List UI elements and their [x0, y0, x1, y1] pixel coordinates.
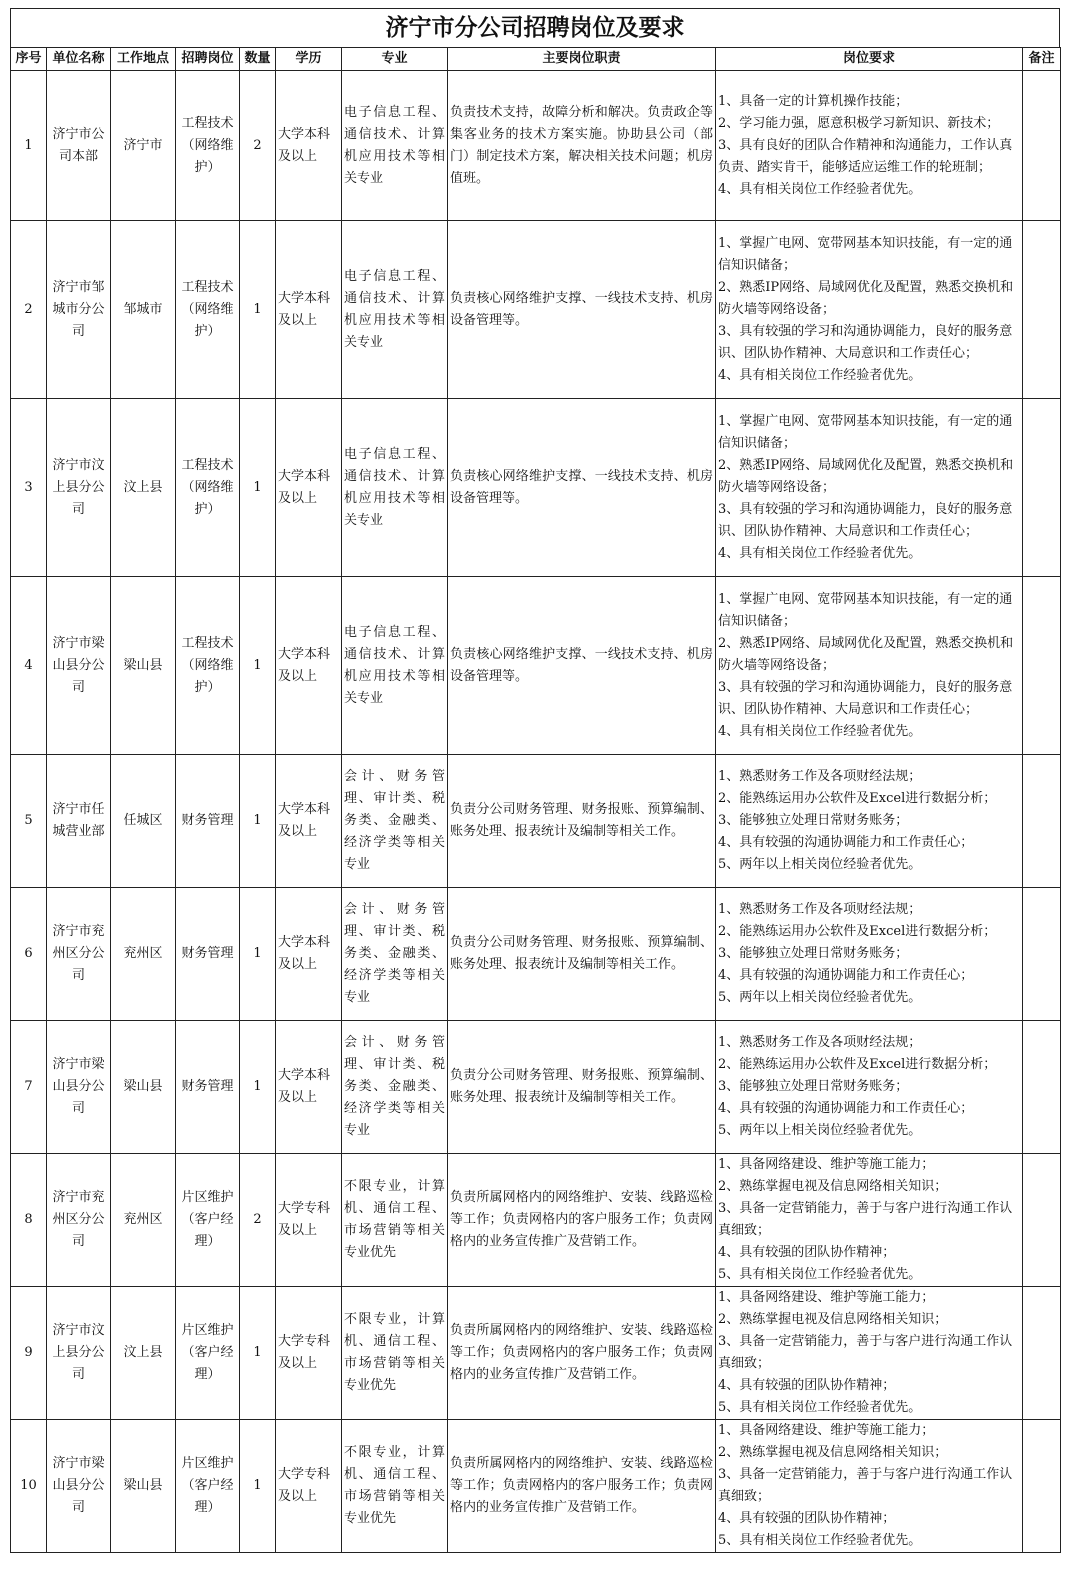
header-count: 数量 — [240, 48, 276, 71]
cell-unit-name: 济宁市邹 城市分公 司 — [47, 221, 111, 399]
requirement-item: 4、具有较强的团队协作精神； — [718, 1511, 896, 1526]
cell-major: 电子信息工程、通信技术、计算机应用技术等相关专业 — [342, 71, 448, 221]
cell-requirements — [716, 221, 1023, 399]
cell-unit-name: 济宁市梁 山县分公 司 — [47, 577, 111, 755]
cell-row-number: 6 — [11, 888, 47, 1021]
requirement-item: 4、具有较强的团队协作精神； — [718, 1245, 896, 1260]
requirement-item: 1、掌握广电网、宽带网基本知识技能，有一定的通信知识储备； — [718, 413, 1013, 451]
header-post: 招聘岗位 — [176, 48, 240, 71]
requirement-item: 1、熟悉财务工作及各项财经法规； — [718, 1035, 922, 1050]
table-header-row — [11, 48, 1061, 71]
cell-education: 大学本科 及以上 — [276, 221, 342, 399]
cell-note — [1023, 1287, 1061, 1420]
cell-job-duty: 负责技术支持，故障分析和解决。负责政企等集客业务的技术方案实施。协助县公司（部门）制定技术方案，解决相关技术问题；机房值班。 — [448, 71, 716, 221]
table-row — [11, 888, 1061, 1021]
cell-work-location: 邹城市 — [111, 221, 176, 399]
cell-job-post: 财务管理 — [176, 755, 240, 888]
cell-unit-name: 济宁市梁 山县分公 司 — [47, 1420, 111, 1553]
requirement-item: 3、具备一定营销能力，善于与客户进行沟通工作认真细致； — [718, 1201, 1013, 1238]
requirement-item: 3、具有较强的学习和沟通协调能力，良好的服务意识、团队协作精神、大局意识和工作责任心； — [718, 501, 1013, 539]
cell-headcount: 1 — [240, 1287, 276, 1420]
cell-work-location: 梁山县 — [111, 1420, 176, 1553]
cell-requirements — [716, 399, 1023, 577]
cell-job-post: 工程技术 （网络维 护） — [176, 577, 240, 755]
table-row — [11, 399, 1061, 577]
cell-job-post: 片区维护 （客户经 理） — [176, 1154, 240, 1287]
cell-note — [1023, 755, 1061, 888]
cell-headcount: 1 — [240, 888, 276, 1021]
header-major: 专业 — [342, 48, 448, 71]
requirement-item: 5、两年以上相关岗位经验者优先。 — [718, 857, 922, 872]
table-row — [11, 1420, 1061, 1553]
cell-note — [1023, 888, 1061, 1021]
table-row — [11, 1287, 1061, 1420]
requirement-item: 4、具有相关岗位工作经验者优先。 — [718, 723, 922, 739]
requirement-item: 1、熟悉财务工作及各项财经法规； — [718, 769, 922, 784]
cell-job-duty: 负责核心网络维护支撑、一线技术支持、机房设备管理等。 — [448, 399, 716, 577]
cell-requirements — [716, 755, 1023, 888]
cell-row-number: 4 — [11, 577, 47, 755]
table-row — [11, 577, 1061, 755]
cell-job-post: 财务管理 — [176, 1021, 240, 1154]
cell-job-duty: 负责分公司财务管理、财务报账、预算编制、账务处理、报表统计及编制等相关工作。 — [448, 888, 716, 1021]
requirement-item: 3、具备一定营销能力，善于与客户进行沟通工作认真细致； — [718, 1334, 1013, 1371]
cell-unit-name: 济宁市任 城营业部 — [47, 755, 111, 888]
requirement-item: 4、具有相关岗位工作经验者优先。 — [718, 367, 922, 383]
requirement-item: 2、能熟练运用办公软件及Excel进行数据分析； — [718, 924, 997, 939]
cell-major: 会计、财务管理、审计类、税务类、金融类、经济学类等相关专业 — [342, 888, 448, 1021]
cell-row-number: 5 — [11, 755, 47, 888]
requirement-item: 2、能熟练运用办公软件及Excel进行数据分析； — [718, 791, 997, 806]
requirement-item: 2、学习能力强，愿意积极学习新知识、新技术； — [718, 115, 1000, 131]
table-row — [11, 221, 1061, 399]
cell-unit-name: 济宁市公 司本部 — [47, 71, 111, 221]
table-row — [11, 1021, 1061, 1154]
requirement-item: 3、能够独立处理日常财务账务； — [718, 946, 909, 961]
cell-headcount: 1 — [240, 221, 276, 399]
cell-job-post: 工程技术 （网络维 护） — [176, 71, 240, 221]
table-row — [11, 1154, 1061, 1287]
cell-work-location: 梁山县 — [111, 1021, 176, 1154]
cell-note — [1023, 1021, 1061, 1154]
cell-education: 大学本科 及以上 — [276, 399, 342, 577]
cell-requirements — [716, 1021, 1023, 1154]
requirement-item: 4、具有相关岗位工作经验者优先。 — [718, 181, 922, 197]
requirement-item: 2、熟练掌握电视及信息网络相关知识； — [718, 1312, 948, 1327]
requirement-item: 1、具备网络建设、维护等施工能力； — [718, 1290, 935, 1305]
requirement-item: 3、能够独立处理日常财务账务； — [718, 813, 909, 828]
requirement-item: 4、具有较强的沟通协调能力和工作责任心； — [718, 1101, 974, 1116]
cell-job-duty: 负责所属网格内的网络维护、安装、线路巡检等工作；负责网格内的客户服务工作；负责网格内的业务宣传推广及营销工作。 — [448, 1420, 716, 1553]
cell-education: 大学本科 及以上 — [276, 1021, 342, 1154]
cell-major: 不限专业，计算机、通信工程、市场营销等相关专业优先 — [342, 1287, 448, 1420]
cell-row-number: 10 — [11, 1420, 47, 1553]
requirement-item: 5、具有相关岗位工作经验者优先。 — [718, 1533, 922, 1548]
header-unit: 单位名称 — [47, 48, 111, 71]
cell-major: 不限专业，计算机、通信工程、市场营销等相关专业优先 — [342, 1154, 448, 1287]
cell-work-location: 梁山县 — [111, 577, 176, 755]
requirement-item: 5、两年以上相关岗位经验者优先。 — [718, 990, 922, 1005]
cell-headcount: 1 — [240, 1420, 276, 1553]
requirement-item: 1、具备一定的计算机操作技能； — [718, 93, 909, 109]
cell-note — [1023, 1154, 1061, 1287]
requirement-item: 2、熟悉IP网络、局域网优化及配置，熟悉交换机和防火墙等网络设备； — [718, 635, 1014, 673]
cell-unit-name: 济宁市兖 州区分公 司 — [47, 888, 111, 1021]
header-note: 备注 — [1023, 48, 1061, 71]
cell-major: 会计、财务管理、审计类、税务类、金融类、经济学类等相关专业 — [342, 755, 448, 888]
header-no: 序号 — [11, 48, 47, 71]
cell-job-duty: 负责所属网格内的网络维护、安装、线路巡检等工作；负责网格内的客户服务工作；负责网格内的业务宣传推广及营销工作。 — [448, 1287, 716, 1420]
requirement-item: 2、能熟练运用办公软件及Excel进行数据分析； — [718, 1057, 997, 1072]
requirement-item: 1、具备网络建设、维护等施工能力； — [718, 1423, 935, 1438]
cell-row-number: 7 — [11, 1021, 47, 1154]
cell-headcount: 1 — [240, 1021, 276, 1154]
requirement-item: 2、熟悉IP网络、局域网优化及配置，熟悉交换机和防火墙等网络设备； — [718, 279, 1014, 317]
cell-job-duty: 负责分公司财务管理、财务报账、预算编制、账务处理、报表统计及编制等相关工作。 — [448, 755, 716, 888]
requirement-item: 3、具有良好的团队合作精神和沟通能力，工作认真负责、踏实肯干，能够适应运维工作的轮班制； — [718, 137, 1013, 175]
cell-requirements — [716, 71, 1023, 221]
cell-note — [1023, 221, 1061, 399]
cell-requirements — [716, 577, 1023, 755]
cell-work-location: 任城区 — [111, 755, 176, 888]
cell-unit-name: 济宁市梁 山县分公 司 — [47, 1021, 111, 1154]
cell-education: 大学本科 及以上 — [276, 577, 342, 755]
header-requirements: 岗位要求 — [716, 48, 1023, 71]
table-row — [11, 71, 1061, 221]
cell-headcount: 2 — [240, 71, 276, 221]
requirement-item: 5、具有相关岗位工作经验者优先。 — [718, 1267, 922, 1282]
cell-row-number: 2 — [11, 221, 47, 399]
cell-row-number: 9 — [11, 1287, 47, 1420]
requirement-item: 4、具有较强的沟通协调能力和工作责任心； — [718, 968, 974, 983]
cell-job-duty: 负责分公司财务管理、财务报账、预算编制、账务处理、报表统计及编制等相关工作。 — [448, 1021, 716, 1154]
recruitment-table — [10, 47, 1061, 1553]
table-row — [11, 755, 1061, 888]
cell-headcount: 1 — [240, 755, 276, 888]
cell-unit-name: 济宁市兖 州区分公 司 — [47, 1154, 111, 1287]
cell-job-post: 片区维护 （客户经 理） — [176, 1287, 240, 1420]
cell-major: 不限专业，计算机、通信工程、市场营销等相关专业优先 — [342, 1420, 448, 1553]
cell-education: 大学本科 及以上 — [276, 755, 342, 888]
cell-note — [1023, 71, 1061, 221]
requirement-item: 4、具有较强的沟通协调能力和工作责任心； — [718, 835, 974, 850]
cell-headcount: 1 — [240, 399, 276, 577]
requirement-item: 2、熟练掌握电视及信息网络相关知识； — [718, 1179, 948, 1194]
requirement-item: 1、熟悉财务工作及各项财经法规； — [718, 902, 922, 917]
cell-work-location: 兖州区 — [111, 1154, 176, 1287]
cell-unit-name: 济宁市汶 上县分公 司 — [47, 399, 111, 577]
cell-major: 电子信息工程、通信技术、计算机应用技术等相关专业 — [342, 399, 448, 577]
header-duty: 主要岗位职责 — [448, 48, 716, 71]
requirement-item: 1、具备网络建设、维护等施工能力； — [718, 1157, 935, 1172]
cell-note — [1023, 1420, 1061, 1553]
cell-job-post: 工程技术 （网络维 护） — [176, 221, 240, 399]
cell-headcount: 2 — [240, 1154, 276, 1287]
cell-education: 大学本科 及以上 — [276, 71, 342, 221]
cell-requirements — [716, 888, 1023, 1021]
cell-job-post: 财务管理 — [176, 888, 240, 1021]
cell-row-number: 3 — [11, 399, 47, 577]
header-education: 学历 — [276, 48, 342, 71]
cell-work-location: 兖州区 — [111, 888, 176, 1021]
cell-note — [1023, 577, 1061, 755]
requirement-item: 1、掌握广电网、宽带网基本知识技能，有一定的通信知识储备； — [718, 591, 1013, 629]
cell-major: 电子信息工程、通信技术、计算机应用技术等相关专业 — [342, 221, 448, 399]
cell-row-number: 8 — [11, 1154, 47, 1287]
requirement-item: 3、能够独立处理日常财务账务； — [718, 1079, 909, 1094]
header-place: 工作地点 — [111, 48, 176, 71]
cell-major: 电子信息工程、通信技术、计算机应用技术等相关专业 — [342, 577, 448, 755]
cell-work-location: 汶上县 — [111, 399, 176, 577]
requirement-item: 3、具有较强的学习和沟通协调能力，良好的服务意识、团队协作精神、大局意识和工作责任心； — [718, 323, 1013, 361]
cell-requirements — [716, 1154, 1023, 1287]
cell-work-location: 汶上县 — [111, 1287, 176, 1420]
cell-note — [1023, 399, 1061, 577]
recruitment-document — [10, 8, 1060, 1553]
cell-major: 会计、财务管理、审计类、税务类、金融类、经济学类等相关专业 — [342, 1021, 448, 1154]
requirement-item: 5、具有相关岗位工作经验者优先。 — [718, 1400, 922, 1415]
requirement-item: 2、熟练掌握电视及信息网络相关知识； — [718, 1445, 948, 1460]
cell-row-number: 1 — [11, 71, 47, 221]
cell-job-duty: 负责所属网格内的网络维护、安装、线路巡检等工作；负责网格内的客户服务工作；负责网格内的业务宣传推广及营销工作。 — [448, 1154, 716, 1287]
cell-requirements — [716, 1287, 1023, 1420]
cell-headcount: 1 — [240, 577, 276, 755]
requirement-item: 5、两年以上相关岗位经验者优先。 — [718, 1123, 922, 1138]
requirement-item: 3、具有较强的学习和沟通协调能力，良好的服务意识、团队协作精神、大局意识和工作责任心； — [718, 679, 1013, 717]
cell-job-post: 工程技术 （网络维 护） — [176, 399, 240, 577]
requirement-item: 4、具有相关岗位工作经验者优先。 — [718, 545, 922, 561]
requirement-item: 3、具备一定营销能力，善于与客户进行沟通工作认真细致； — [718, 1467, 1013, 1504]
cell-education: 大学本科 及以上 — [276, 888, 342, 1021]
cell-unit-name: 济宁市汶 上县分公 司 — [47, 1287, 111, 1420]
cell-job-duty: 负责核心网络维护支撑、一线技术支持、机房设备管理等。 — [448, 221, 716, 399]
requirement-item: 1、掌握广电网、宽带网基本知识技能，有一定的通信知识储备； — [718, 235, 1013, 273]
cell-education: 大学专科 及以上 — [276, 1154, 342, 1287]
cell-job-post: 片区维护 （客户经 理） — [176, 1420, 240, 1553]
cell-education: 大学专科 及以上 — [276, 1420, 342, 1553]
document-title: 济宁市分公司招聘岗位及要求 — [10, 8, 1060, 47]
cell-job-duty: 负责核心网络维护支撑、一线技术支持、机房设备管理等。 — [448, 577, 716, 755]
cell-work-location: 济宁市 — [111, 71, 176, 221]
cell-education: 大学专科 及以上 — [276, 1287, 342, 1420]
cell-requirements — [716, 1420, 1023, 1553]
requirement-item: 4、具有较强的团队协作精神； — [718, 1378, 896, 1393]
requirement-item: 2、熟悉IP网络、局域网优化及配置，熟悉交换机和防火墙等网络设备； — [718, 457, 1014, 495]
